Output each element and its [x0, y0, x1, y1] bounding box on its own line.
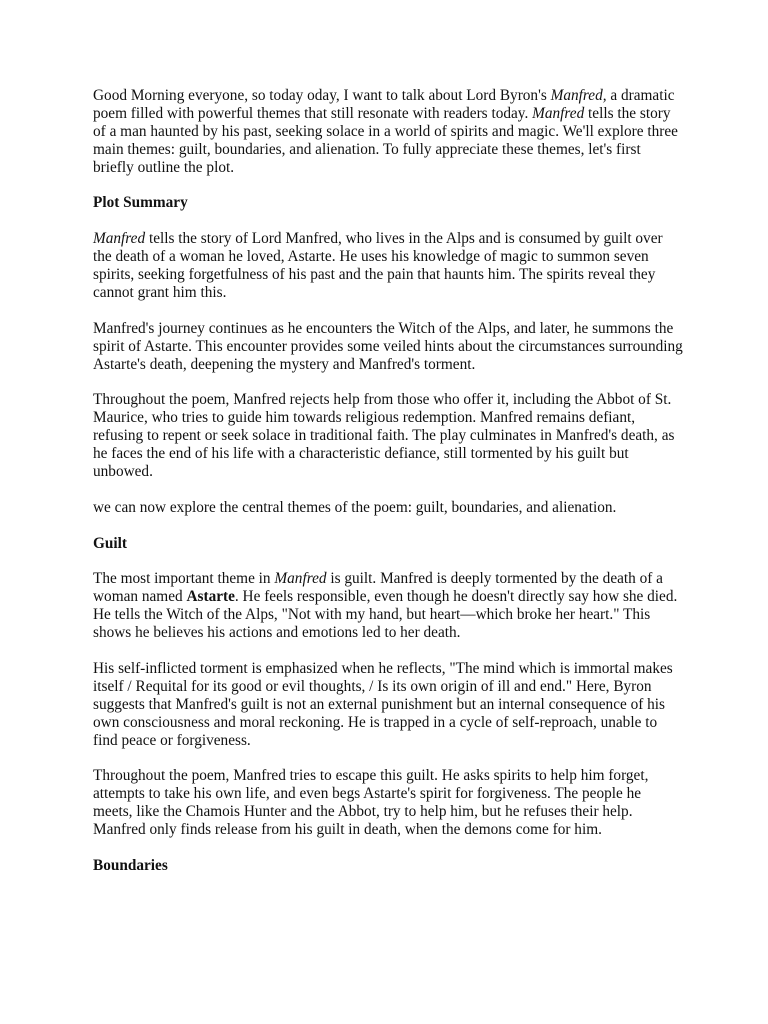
guilt-heading: Guilt	[93, 534, 127, 552]
themes-transition-paragraph: we can now explore the central themes of the poem: guilt, boundaries, and alienation.	[93, 498, 617, 516]
intro-text-1: Good Morning everyone, so today oday, I want to talk about Lord Byron's	[93, 87, 551, 104]
plot-work-title: Manfred	[93, 230, 146, 248]
guilt-paragraph-3: Throughout the poem, Manfred tries to escape this guilt. He asks spirits to help him forget, attempts to take his own life, and even begs Astarte's spirit for forgiveness. The people he meets, like the Chamois Hunter and the Abbot, try to help him, but he refuses their help. Manfred only finds release from his guilt in death, when the demons come for him.	[93, 767, 649, 839]
plot-paragraph-1-text: tells the story of Lord Manfred, who lives in the Alps and is consumed by guilt over the death of a woman he loved, Astarte. He uses his knowledge of magic to summon seven spirits, seeking forgetfulness of his past and the pain that haunts him. The spirits reveal they cannot grant him this.	[93, 230, 663, 301]
boundaries-heading: Boundaries	[93, 856, 168, 874]
intro-text-3: tells the story of a man haunted by his past, seeking solace in a world of spirits and magic. We'll explore three main themes: guilt, boundaries, and alienation. To fully appreciate these themes, let's first briefly outline the plot.	[93, 104, 678, 176]
intro-work-title-2: Manfred	[532, 104, 585, 122]
plot-paragraph-2: Manfred's journey continues as he encounters the Witch of the Alps, and later, he summons the spirit of Astarte. This encounter provides some veiled hints about the circumstances surrounding Astarte's death, deepening the mystery and Manfred's torment.	[93, 319, 683, 373]
guilt-paragraph-2: His self-inflicted torment is emphasized when he reflects, "The mind which is immortal makes itself / Requital for its good or evil thoughts, / Is its own origin of ill and end." Here, Byron suggests that Manfred's guilt is not an external punishment but an internal consequence of his own consciousness and moral reckoning. He is trapped in a cycle of self-reproach, unable to find peace or forgiveness.	[93, 659, 673, 749]
plot-summary-heading: Plot Summary	[93, 194, 188, 212]
guilt-name-astarte: Astarte	[186, 588, 235, 606]
guilt-work-title: Manfred	[274, 570, 327, 588]
guilt-p1-text-b: is guilt. Manfred is deeply tormented by the death of a woman named	[93, 570, 663, 606]
document-page	[93, 87, 683, 893]
guilt-p1-text-a: The most important theme in	[93, 570, 275, 588]
intro-text-2: a dramatic poem filled with powerful themes that still resonate with readers today.	[93, 87, 675, 122]
intro-paragraph	[93, 87, 683, 177]
plot-paragraph-3: Throughout the poem, Manfred rejects help from those who offer it, including the Abbot of St. Maurice, who tries to guide him towards religious redemption. Manfred remains defiant, refusing to repent or seek solace in traditional faith. The play culminates in Manfred's death, as he faces the end of his life with a characteristic defiance, still tormented by his guilt but unbowed.	[93, 391, 675, 480]
intro-work-title-1: Manfred,	[550, 87, 607, 104]
plot-paragraph-1	[93, 230, 683, 302]
guilt-p1-text-c: . He feels responsible, even though he doesn't directly say how she died. He tells the Witch of the Alps, "Not with my hand, but heart—which broke her heart." This shows he believes his actions and emotions led to her death.	[93, 588, 678, 642]
guilt-paragraph-1	[93, 570, 683, 642]
